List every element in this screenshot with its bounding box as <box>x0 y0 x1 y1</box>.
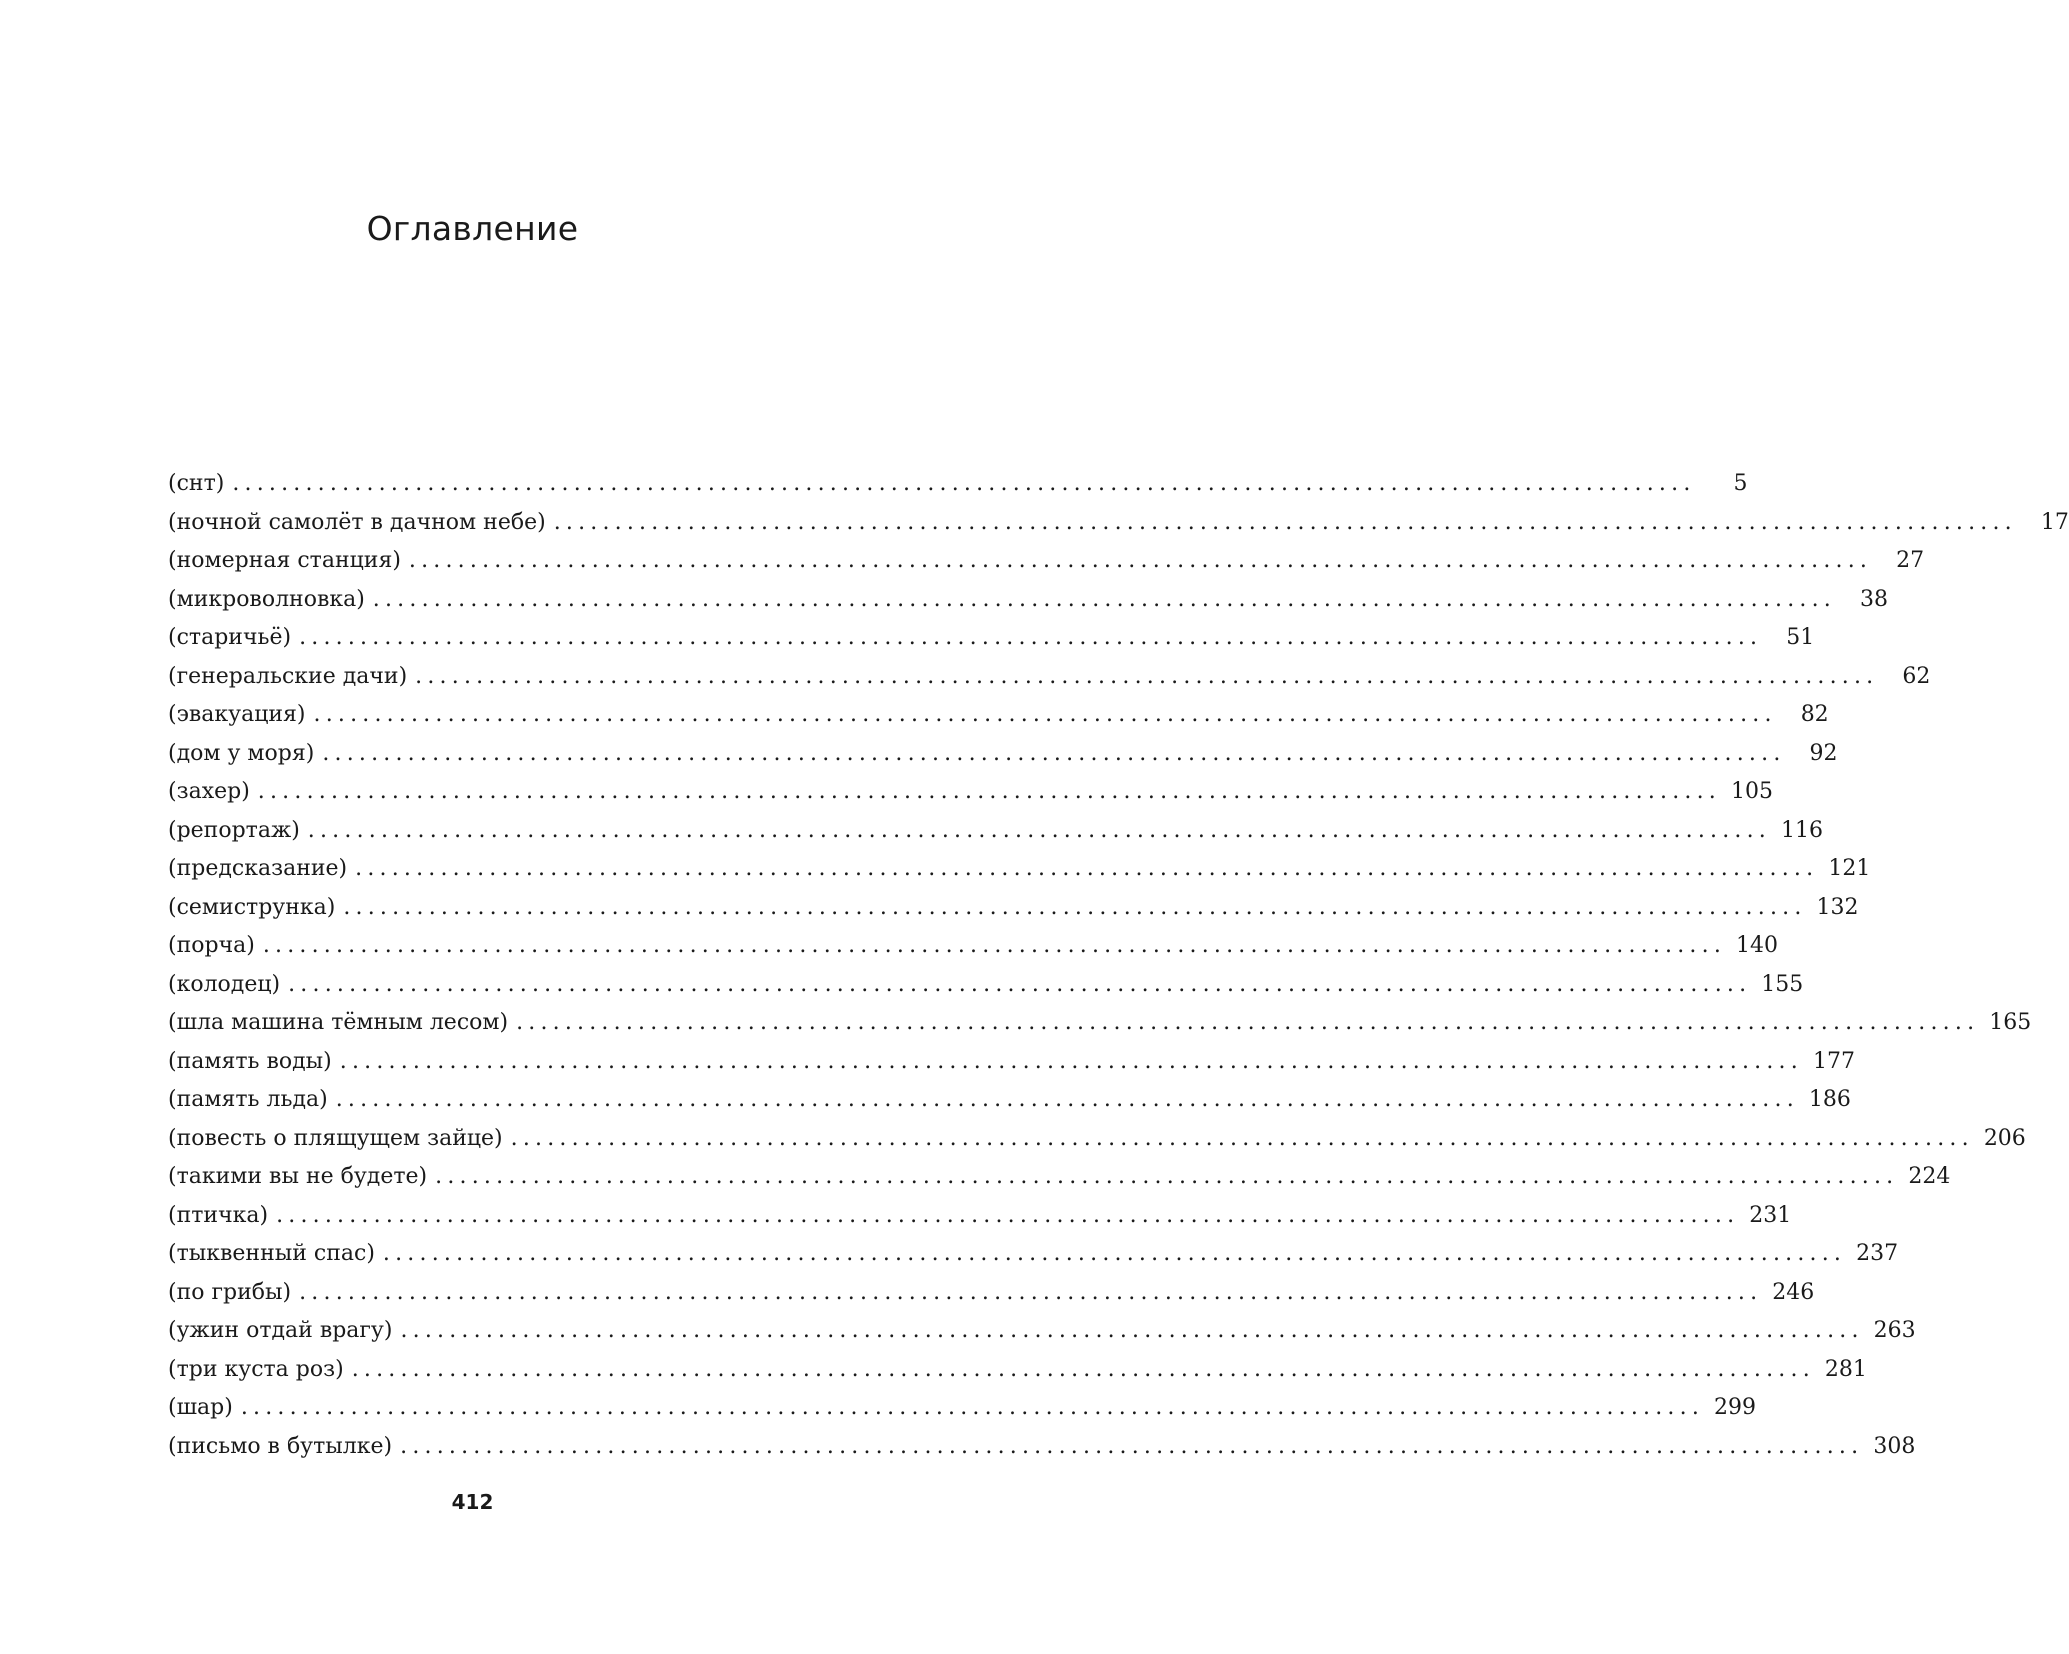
toc-dot-leader: ........................................................................................................................ <box>276 1202 1740 1228</box>
toc-entry <box>168 773 1773 812</box>
toc-entry-page: 140 <box>1736 933 1779 958</box>
toc-entry-page: 27 <box>1896 548 1925 573</box>
toc-entry <box>168 1043 1855 1082</box>
table-of-contents <box>168 465 2069 1466</box>
toc-dot-leader: ........................................................................................................................ <box>307 817 1771 843</box>
toc-entry <box>168 504 2069 543</box>
toc-entry-page: 116 <box>1780 817 1823 843</box>
toc-entry <box>168 1120 2026 1159</box>
toc-entry-title: (такими вы не будете) <box>168 1164 428 1189</box>
toc-entry-page: 132 <box>1816 894 1859 920</box>
toc-entry-title: (семиструнка) <box>168 894 336 920</box>
toc-entry-title: (по грибы) <box>168 1279 292 1305</box>
toc-dot-leader: ........................................................................................................................ <box>288 971 1752 997</box>
toc-entry-page: 177 <box>1812 1048 1855 1074</box>
toc-entry <box>168 1312 1916 1351</box>
toc-dot-leader: ........................................................................................................................ <box>232 471 1696 496</box>
toc-entry-title: (повесть о плящущем зайце) <box>168 1125 503 1151</box>
toc-dot-leader: ........................................................................................................................ <box>335 1087 1799 1112</box>
toc-entry-title: (шла машина тёмным лесом) <box>168 1010 509 1035</box>
toc-entry-title: (предсказание) <box>168 856 348 881</box>
toc-entry-title: (эвакуация) <box>168 702 306 727</box>
toc-dot-leader: ........................................................................................................................ <box>339 1048 1803 1074</box>
toc-entry-title: (снт) <box>168 471 225 496</box>
toc-dot-leader: ........................................................................................................................ <box>257 779 1721 804</box>
toc-entry-title: (память льда) <box>168 1087 328 1112</box>
page-title: Оглавление <box>366 209 579 248</box>
toc-dot-leader: ........................................................................................................................ <box>355 856 1819 881</box>
toc-entry <box>168 1158 1951 1197</box>
toc-entry <box>168 850 1871 889</box>
toc-dot-leader: ........................................................................................................................ <box>400 1433 1864 1459</box>
toc-entry-title: (номерная станция) <box>168 548 401 573</box>
toc-dot-leader: ........................................................................................................................ <box>299 625 1763 650</box>
toc-dot-leader: ........................................................................................................................ <box>322 740 1786 766</box>
toc-entry-title: (старичьё) <box>168 625 292 650</box>
toc-entry-page: 246 <box>1772 1279 1815 1305</box>
toc-entry-title: (дом у моря) <box>168 740 315 766</box>
toc-entry-title: (птичка) <box>168 1202 269 1228</box>
toc-entry-page: 186 <box>1808 1087 1851 1112</box>
toc-entry-page: 51 <box>1786 625 1815 650</box>
toc-dot-leader: ........................................................................................................................ <box>435 1164 1899 1189</box>
toc-entry-title: (ночной самолёт в дачном небе) <box>168 509 546 535</box>
toc-dot-leader: ........................................................................................................................ <box>415 663 1879 689</box>
toc-entry-page: 224 <box>1908 1164 1951 1189</box>
toc-entry <box>168 1274 1815 1313</box>
toc-entry-page: 5 <box>1733 471 1748 496</box>
toc-entry-page: 281 <box>1824 1356 1867 1382</box>
toc-entry <box>168 465 1748 504</box>
toc-entry <box>168 927 1779 966</box>
toc-entry-page: 121 <box>1828 856 1871 881</box>
toc-entry-page: 237 <box>1856 1241 1899 1266</box>
toc-dot-leader: ........................................................................................................................ <box>510 1125 1974 1151</box>
toc-entry <box>168 619 1815 658</box>
toc-entry <box>168 1197 1792 1236</box>
toc-entry <box>168 1389 1757 1428</box>
toc-entry-page: 92 <box>1809 740 1838 766</box>
toc-entry-title: (шар) <box>168 1395 233 1420</box>
toc-dot-leader: ........................................................................................................................ <box>400 1318 1864 1343</box>
toc-entry-title: (порча) <box>168 933 255 958</box>
toc-dot-leader: ........................................................................................................................ <box>299 1279 1763 1305</box>
toc-entry <box>168 889 1859 928</box>
toc-entry <box>168 1004 2032 1043</box>
toc-entry <box>168 1235 1899 1274</box>
toc-entry-title: (генеральские дачи) <box>168 663 408 689</box>
toc-entry-page: 17 <box>2040 509 2069 535</box>
toc-entry <box>168 1428 1916 1467</box>
toc-entry-page: 38 <box>1859 586 1888 612</box>
toc-entry <box>168 1081 1851 1120</box>
toc-entry-page: 62 <box>1902 663 1931 689</box>
toc-dot-leader: ........................................................................................................................ <box>351 1356 1815 1382</box>
toc-dot-leader: ........................................................................................................................ <box>382 1241 1847 1266</box>
toc-entry <box>168 542 1925 581</box>
toc-dot-leader: ........................................................................................................................ <box>408 548 1873 573</box>
toc-entry-title: (микроволновка) <box>168 586 365 612</box>
page-number: 412 <box>451 1490 494 1514</box>
toc-entry-page: 105 <box>1730 779 1773 804</box>
toc-dot-leader: ........................................................................................................................ <box>553 509 2017 535</box>
toc-dot-leader: ........................................................................................................................ <box>313 702 1777 727</box>
toc-entry <box>168 1351 1867 1390</box>
toc-entry-page: 165 <box>1989 1010 2032 1035</box>
toc-entry-page: 308 <box>1873 1433 1916 1459</box>
toc-entry <box>168 696 1829 735</box>
toc-dot-leader: ........................................................................................................................ <box>262 933 1727 958</box>
toc-entry-page: 82 <box>1800 702 1829 727</box>
toc-entry <box>168 581 1888 620</box>
toc-dot-leader: ........................................................................................................................ <box>372 586 1836 612</box>
toc-dot-leader: ........................................................................................................................ <box>516 1010 1980 1035</box>
toc-entry-page: 155 <box>1761 971 1804 997</box>
toc-entry-title: (тыквенный спас) <box>168 1241 375 1266</box>
toc-entry <box>168 812 1823 851</box>
toc-entry-title: (письмо в бутылке) <box>168 1433 393 1459</box>
toc-dot-leader: ........................................................................................................................ <box>240 1395 1705 1420</box>
toc-entry-title: (захер) <box>168 779 250 804</box>
toc-entry-title: (репортаж) <box>168 817 300 843</box>
toc-entry-page: 206 <box>1983 1125 2026 1151</box>
toc-entry-title: (память воды) <box>168 1048 332 1074</box>
toc-dot-leader: ........................................................................................................................ <box>343 894 1807 920</box>
toc-entry <box>168 735 1838 774</box>
toc-entry-page: 299 <box>1714 1395 1757 1420</box>
toc-entry-title: (колодец) <box>168 971 281 997</box>
toc-entry-title: (три куста роз) <box>168 1356 344 1382</box>
toc-entry-page: 231 <box>1749 1202 1792 1228</box>
toc-entry-title: (ужин отдай врагу) <box>168 1318 393 1343</box>
toc-entry <box>168 658 1931 697</box>
toc-entry-page: 263 <box>1873 1318 1916 1343</box>
toc-entry <box>168 966 1804 1005</box>
